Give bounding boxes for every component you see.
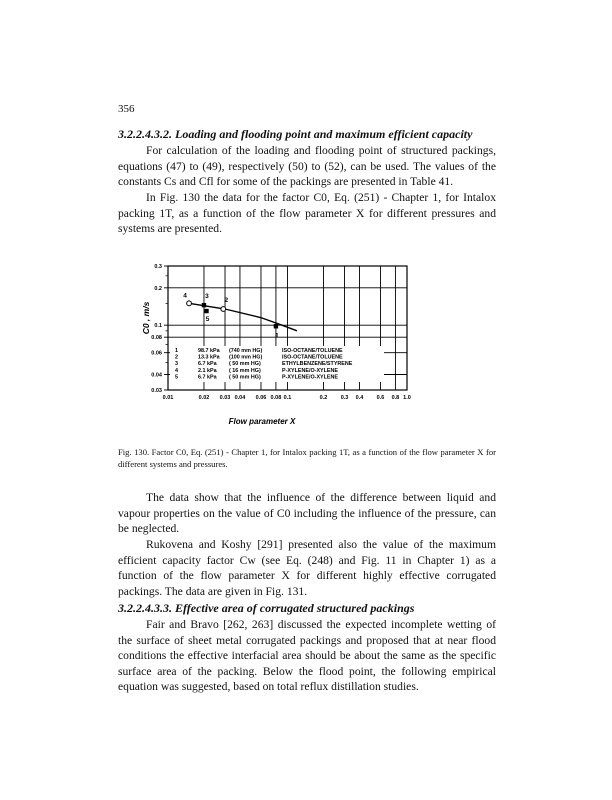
data-point-label: 4 xyxy=(183,292,187,300)
legend-number: 1 xyxy=(175,348,178,354)
page-number: 356 xyxy=(118,103,135,115)
data-point-1 xyxy=(274,324,278,328)
x-tick-label: 0.4 xyxy=(355,395,364,401)
paragraph-rukovena-koshy: Rukovena and Koshy [291] presented also the value of the maximum efficient capacity factor Cw (see Eq. (248) and Fig. 11 in Chapter 1) as a function of the flow parameter X for different highly effective corrugated packings. The data are given in Fig. 131. xyxy=(118,538,496,598)
paragraph-data-show: The data show that the influence of the difference between liquid and vapour properties on the value of C0 including the influence of the pressure, can be neglected. xyxy=(118,491,496,536)
legend-pressure: 2.1 kPa xyxy=(198,367,217,374)
x-tick-label: 0.6 xyxy=(376,395,385,401)
y-tick-label: 0.08 xyxy=(151,335,162,342)
y-axis-label: C0 , m/s xyxy=(141,301,151,335)
data-point-4 xyxy=(187,301,192,306)
legend-number: 4 xyxy=(175,367,178,374)
legend-number: 3 xyxy=(175,361,178,368)
legend-pressure: 6.7 kPa xyxy=(198,374,217,381)
legend-system: ISO-OCTANE/TOLUENE xyxy=(282,354,343,361)
x-tick-label: 0.01 xyxy=(162,395,174,401)
legend-system: ETHYLBENZENE/STYRENE xyxy=(282,361,353,368)
data-point-label: 3 xyxy=(205,293,209,301)
legend-number: 2 xyxy=(175,354,178,361)
figure-130-caption: Fig. 130. Factor C0, Eq. (251) - Chapter 1, for Intalox packing 1T, as a function of the flow parameter X for different systems and pressures. xyxy=(118,447,496,469)
y-tick-label: 0.3 xyxy=(154,264,162,270)
y-tick-label: 0.2 xyxy=(154,285,162,292)
data-point-label: 5 xyxy=(205,316,210,324)
x-tick-label: 0.2 xyxy=(319,395,328,401)
legend-pressure: 6.7 kPa xyxy=(198,361,217,368)
legend-pressure: 13.3 kPa xyxy=(198,354,220,361)
x-tick-label: 0.06 xyxy=(255,395,267,401)
x-tick-label: 0.03 xyxy=(219,395,231,401)
x-tick-label: 0.04 xyxy=(234,395,246,401)
y-tick-label: 0.06 xyxy=(151,350,162,357)
x-axis-label: Flow parameter X xyxy=(228,417,296,426)
paragraph-fig130-intro: In Fig. 130 the data for the factor C0, Eq. (251) - Chapter 1, for Intalox packing 1T, as a function of the flow parameter X for different pressures and systems are presented. xyxy=(118,191,496,236)
y-tick-label: 0.04 xyxy=(151,372,162,379)
section-heading-loading-flooding: 3.2.2.4.3.2. Loading and flooding point and maximum efficient capacity xyxy=(118,127,473,141)
data-point-label: 1 xyxy=(275,332,279,340)
legend-system: P-XYLENE/O-XYLENE xyxy=(282,367,339,374)
x-tick-label: 1.0 xyxy=(403,395,411,401)
legend-mmhg: ( 16 mm HG) xyxy=(229,367,261,374)
data-point-5 xyxy=(204,309,208,313)
chart-legend xyxy=(170,346,384,382)
legend-mmhg: (740 mm HG) xyxy=(229,348,263,354)
legend-system: P-XYLENE/O-XYLENE xyxy=(282,374,339,381)
legend-mmhg: (100 mm HG) xyxy=(229,354,263,361)
x-tick-label: 0.1 xyxy=(283,395,292,401)
legend-mmhg: ( 50 mm HG) xyxy=(229,374,261,381)
x-tick-label: 0.02 xyxy=(198,395,210,401)
legend-pressure: 98.7 kPa xyxy=(198,348,220,354)
data-point-2 xyxy=(221,307,226,312)
paragraph-loading-flooding: For calculation of the loading and flooding point of structured packings, equations (47) to (49), respectively (50) to (52), can be used. The values of the constants Cs and Cfl for some of the packings are presented in Table 41. xyxy=(118,144,496,189)
y-tick-label: 0.03 xyxy=(151,388,162,394)
x-tick-label: 0.8 xyxy=(391,395,400,401)
data-point-3 xyxy=(202,303,206,307)
paragraph-fair-bravo: Fair and Bravo [262, 263] discussed the expected incomplete wetting of the surface of sheet metal corrugated packings and proposed that at near flood conditions the effective interfacial area should be about the same as the specific surface area of the packing. Below the flood point, the following empirical equation was suggested, based on total reflux distillation studies. xyxy=(118,618,496,694)
legend-system: ISO-OCTANE/TOLUENE xyxy=(282,348,343,354)
section-heading-effective-area: 3.2.2.4.3.3. Effective area of corrugated structured packings xyxy=(118,601,415,615)
x-tick-label: 0.08 xyxy=(270,395,282,401)
data-point-label: 2 xyxy=(224,297,229,305)
x-tick-label: 0.3 xyxy=(340,395,349,401)
legend-mmhg: ( 50 mm HG) xyxy=(229,361,261,368)
legend-number: 5 xyxy=(175,374,178,381)
y-tick-label: 0.1 xyxy=(154,323,162,330)
